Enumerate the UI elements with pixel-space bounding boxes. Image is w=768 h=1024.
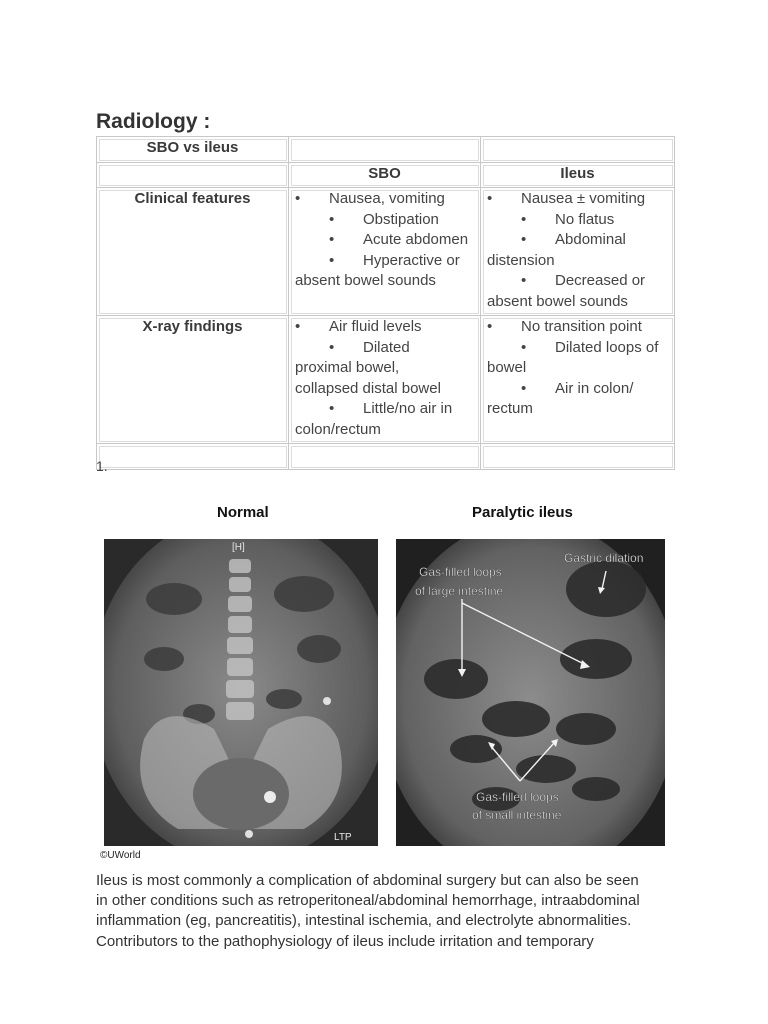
figure-credit: ©UWorld [100, 850, 141, 861]
xray-marker-top: [H] [232, 542, 245, 553]
table-row-clinical [97, 188, 675, 316]
cell-ileus-xray [481, 316, 675, 444]
normal-xray-image [104, 539, 378, 846]
list-item-continuation: distension [487, 251, 555, 269]
row-label-xray: X-ray findings [97, 316, 289, 444]
list-item: • Nausea, vomiting [295, 189, 474, 210]
table-title-cell: SBO vs ileus [97, 137, 289, 163]
figure-title-normal: Normal [217, 504, 269, 521]
list-item: • Nausea ± vomiting [487, 189, 668, 210]
list-item: • Acute abdomen [295, 230, 474, 251]
table-title-row [97, 137, 675, 163]
row-label-clinical: Clinical features [97, 188, 289, 316]
list-number: 1. [96, 458, 108, 474]
list-item: • Decreased or [487, 271, 668, 292]
body-paragraph [96, 871, 686, 952]
list-item-continuation: proximal bowel, [295, 359, 400, 376]
list-item: • Hyperactive or [295, 251, 474, 272]
empty-cell [481, 137, 675, 163]
list-item: • Little/no air in [295, 399, 474, 420]
column-header-sbo: SBO [289, 163, 481, 189]
sbo-vs-ileus-table [96, 136, 675, 470]
table-empty-row [97, 444, 675, 470]
column-header-ileus: Ileus [481, 163, 675, 189]
list-item: • Dilated [295, 338, 474, 359]
paragraph-line: Ileus is most commonly a complication of abdominal surgery but can also be seen [96, 872, 639, 889]
cell-sbo-clinical [289, 188, 481, 316]
page-heading: Radiology : [96, 110, 211, 133]
cell-sbo-xray [289, 316, 481, 444]
figure-title-ileus: Paralytic ileus [472, 504, 573, 521]
label-large-intestine-line1: Gas-filled loops [419, 565, 502, 579]
list-item-continuation: absent bowel sounds [295, 272, 436, 289]
xray-marker-bottom: LTP [334, 832, 352, 843]
label-small-intestine-line1: Gas-filled loops [476, 790, 559, 804]
list-item: • No flatus [487, 210, 668, 231]
list-item-continuation: collapsed distal bowel [295, 379, 441, 397]
label-gastric-dilation: Gastric dilation [564, 551, 644, 565]
empty-cell [289, 137, 481, 163]
empty-cell [289, 444, 481, 470]
list-item-continuation: colon/rectum [295, 420, 381, 438]
empty-cell [97, 163, 289, 189]
table-header-row [97, 163, 675, 189]
paragraph-line: inflammation (eg, pancreatitis), intestinal ischemia, and electrolyte abnormalities. [96, 912, 632, 930]
paragraph-line: in other conditions such as retroperitoneal/abdominal hemorrhage, intraabdominal [96, 892, 640, 910]
list-item: • Dilated loops of [487, 338, 668, 359]
list-item: • Air fluid levels [295, 317, 474, 338]
paragraph-line: Contributors to the pathophysiology of ileus include irritation and temporary [96, 932, 594, 950]
list-item: • Abdominal [487, 230, 668, 251]
list-item-continuation: rectum [487, 400, 533, 417]
list-item: • No transition point [487, 317, 668, 338]
table-row-xray [97, 316, 675, 444]
label-small-intestine-line2: of small intestine [472, 808, 562, 822]
list-item: • Air in colon/ [487, 379, 668, 400]
ileus-xray-image [396, 539, 665, 846]
empty-cell [97, 444, 289, 470]
list-item: • Obstipation [295, 210, 474, 231]
list-item-continuation: absent bowel sounds [487, 292, 628, 310]
empty-cell [481, 444, 675, 470]
list-item-continuation: bowel [487, 359, 527, 376]
label-large-intestine-line2: of large intestine [415, 584, 504, 598]
cell-ileus-clinical [481, 188, 675, 316]
